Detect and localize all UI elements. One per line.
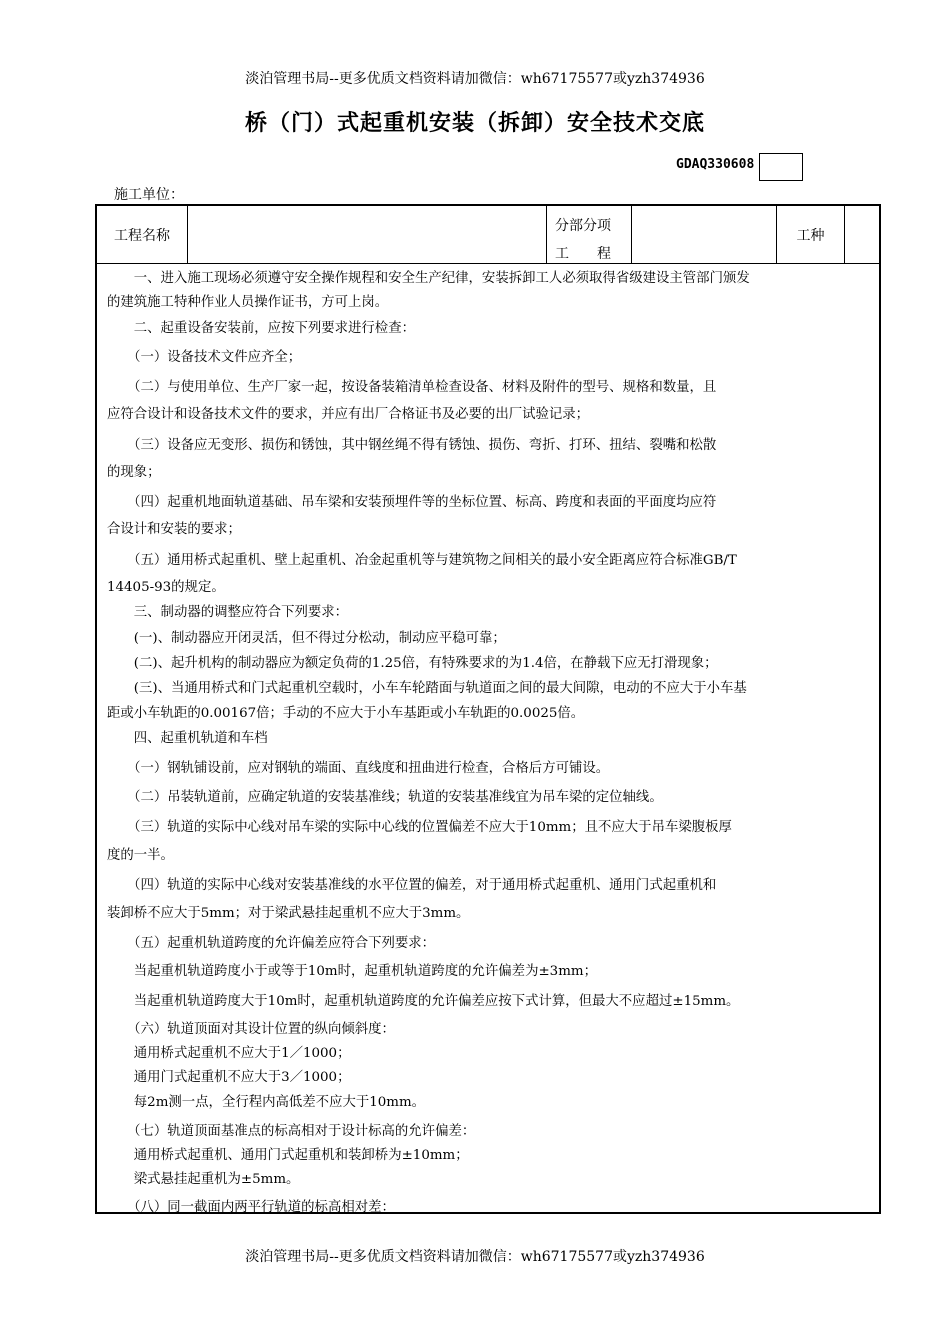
content-line: 装卸桥不应大于5mm；对于梁武悬挂起重机不应大于3mm。: [107, 906, 470, 921]
content-line: （二）与使用单位、生产厂家一起，按设备装箱清单检查设备、材料及附件的型号、规格和数量，且: [107, 380, 717, 395]
trade-label: 工种: [777, 206, 845, 263]
document-code-box[interactable]: [759, 153, 803, 181]
content-line: 二、起重设备安装前，应按下列要求进行检查：: [107, 321, 415, 336]
construction-unit-label: 施工单位：: [114, 187, 184, 203]
disclosure-content: [97, 264, 879, 1214]
content-line: （四）轨道的实际中心线对安装基准线的水平位置的偏差，对于通用桥式起重机、通用门式起重机和: [107, 878, 717, 893]
content-line: (一)、制动器应开闭灵活，但不得过分松动，制动应平稳可靠；: [107, 631, 506, 646]
content-line: （五）通用桥式起重机、壁上起重机、冶金起重机等与建筑物之间相关的最小安全距离应符合标准GB/T: [107, 553, 737, 568]
content-line: （三）轨道的实际中心线对吊车梁的实际中心线的位置偏差不应大于10mm；且不应大于吊车梁腹板厚: [107, 820, 732, 835]
content-line: （三）设备应无变形、损伤和锈蚀，其中钢丝绳不得有锈蚀、损伤、弯折、打环、扭结、裂嘴和松散: [107, 438, 717, 453]
content-line: 的建筑施工特种作业人员操作证书，方可上岗。: [107, 295, 389, 310]
content-line: 度的一半。: [107, 848, 174, 863]
content-line: 当起重机轨道跨度小于或等于10m时，起重机轨道跨度的允许偏差为±3mm；: [107, 964, 597, 979]
content-line: （五）起重机轨道跨度的允许偏差应符合下列要求：: [107, 936, 436, 951]
table-header-row: [97, 206, 879, 264]
content-line: 通用桥式起重机、通用门式起重机和装卸桥为±10mm；: [107, 1148, 469, 1163]
content-line: (二)、起升机构的制动器应为额定负荷的1.25倍，有特殊要求的为1.4倍，在静载下应无打滑现象；: [107, 656, 718, 671]
sub-project-label-line2: 工 程: [555, 246, 611, 262]
content-line: 四、起重机轨道和车档: [107, 731, 268, 746]
disclosure-table: [95, 204, 881, 1214]
header-note: 淡泊管理书局--更多优质文档资料请加微信：wh67175577或yzh374936: [245, 71, 705, 87]
content-line: （一）设备技术文件应齐全；: [107, 350, 302, 365]
project-name-field[interactable]: [188, 206, 547, 263]
content-line: （六）轨道顶面对其设计位置的纵向倾斜度：: [107, 1022, 395, 1037]
content-line: 通用门式起重机不应大于3／1000；: [107, 1070, 351, 1085]
content-line: （二）吊装轨道前，应确定轨道的安装基准线；轨道的安装基准线宜为吊车梁的定位轴线。: [107, 790, 663, 805]
sub-project-label: [547, 206, 632, 263]
content-line: 通用桥式起重机不应大于1／1000；: [107, 1046, 351, 1061]
content-line: 应符合设计和设备技术文件的要求，并应有出厂合格证书及必要的出厂试验记录；: [107, 407, 590, 422]
footer-note: 淡泊管理书局--更多优质文档资料请加微信：wh67175577或yzh374936: [245, 1249, 705, 1265]
content-line: (三)、当通用桥式和门式起重机空载时，小车车轮踏面与轨道面之间的最大间隙，电动的不应大于小车基: [107, 681, 747, 696]
content-line: 合设计和安装的要求；: [107, 522, 241, 537]
content-line: （一）钢轨铺设前，应对钢轨的端面、直线度和扭曲进行检查，合格后方可铺设。: [107, 761, 610, 776]
sub-project-label-line1: 分部分项: [555, 218, 611, 234]
content-line: 当起重机轨道跨度大于10m时，起重机轨道跨度的允许偏差应按下式计算，但最大不应超过±15mm。: [107, 994, 740, 1009]
content-line: 梁式悬挂起重机为±5mm。: [107, 1172, 300, 1187]
content-line: 三、制动器的调整应符合下列要求：: [107, 605, 349, 620]
trade-field[interactable]: [845, 206, 879, 263]
content-line: 一、进入施工现场必须遵守安全操作规程和安全生产纪律，安装拆卸工人必须取得省级建设主管部门颁发: [107, 271, 750, 286]
project-name-label: 工程名称: [97, 206, 188, 263]
content-line: 距或小车轨距的0.00167倍；手动的不应大于小车基距或小车轨距的0.0025倍。: [107, 706, 585, 721]
sub-project-field[interactable]: [632, 206, 777, 263]
content-line: （七）轨道顶面基准点的标高相对于设计标高的允许偏差：: [107, 1124, 476, 1139]
document-code: GDAQ330608: [676, 157, 755, 172]
content-line: 的现象；: [107, 465, 161, 480]
content-line: （八）同一截面内两平行轨道的标高相对差：: [107, 1200, 395, 1215]
document-title: 桥（门）式起重机安装（拆卸）安全技术交底: [244, 111, 705, 136]
content-line: 14405-93的规定。: [107, 580, 225, 595]
content-line: 每2m测一点，全行程内高低差不应大于10mm。: [107, 1095, 426, 1110]
content-line: （四）起重机地面轨道基础、吊车梁和安装预埋件等的坐标位置、标高、跨度和表面的平面度均应符: [107, 495, 717, 510]
